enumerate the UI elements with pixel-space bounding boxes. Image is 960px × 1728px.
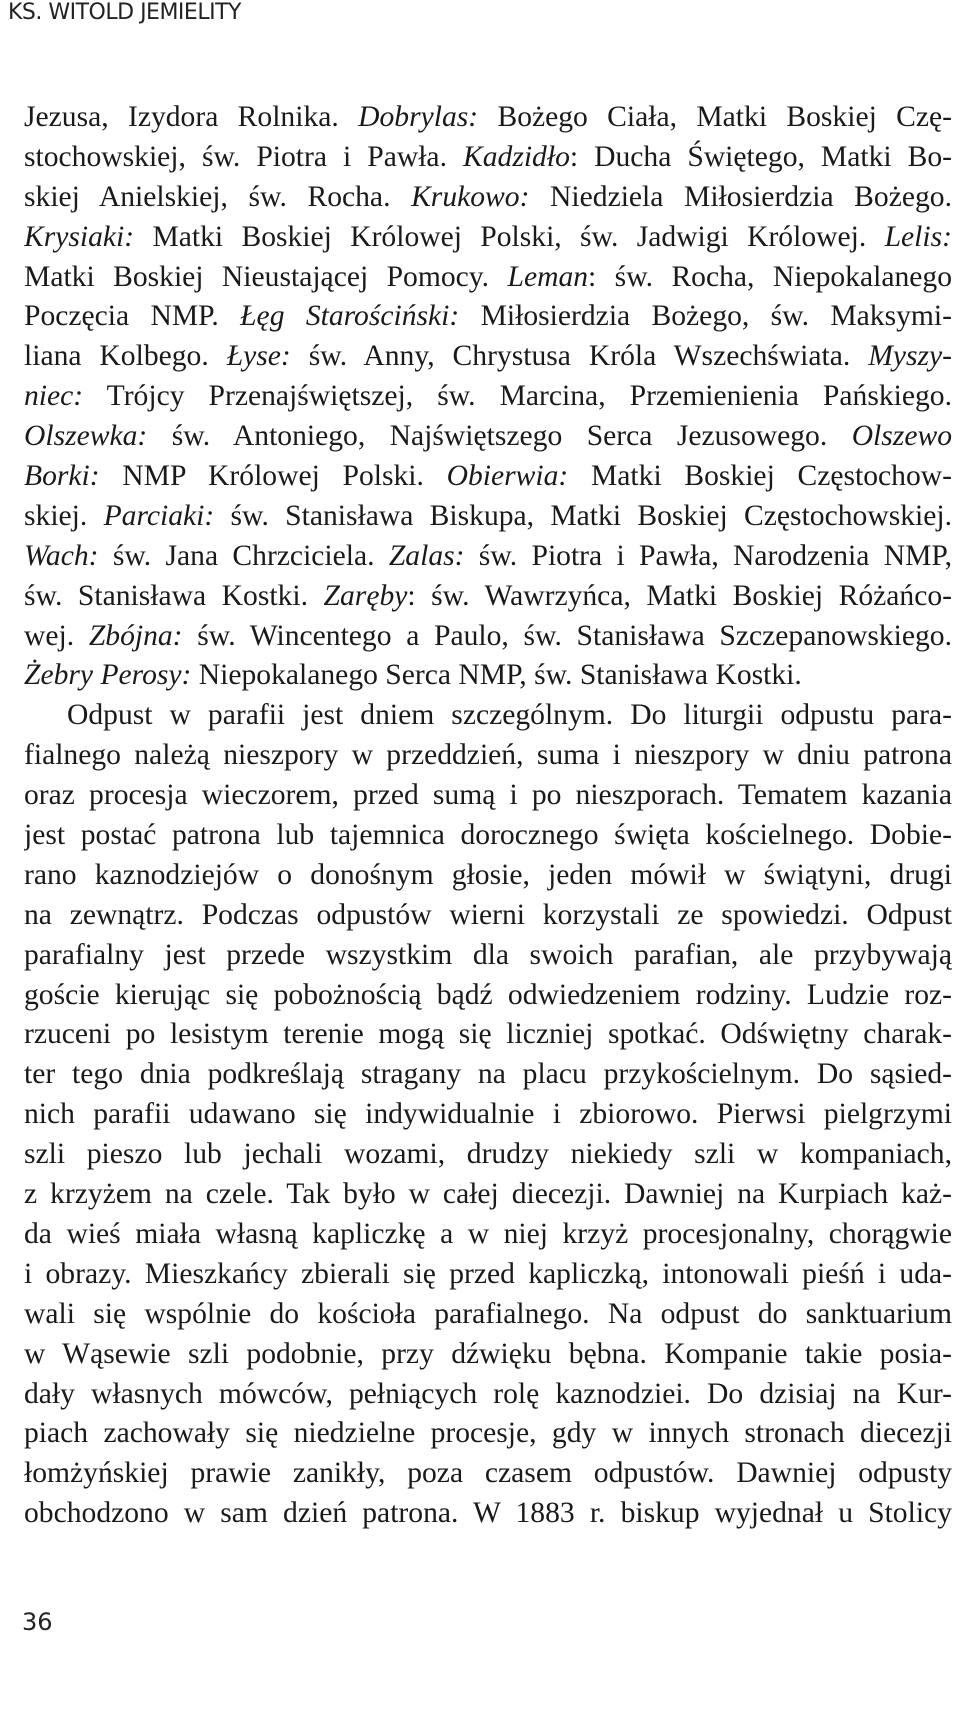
text-segment: Matki Boskiej Nieustającej Pomocy. <box>24 260 508 293</box>
text-segment: św. Stanisława Kostki. <box>24 579 324 612</box>
text-segment: Niedziela Miłosierdzia Bożego. <box>529 180 952 213</box>
text-segment: Bożego Ciała, Matki Boskiej Czę- <box>478 101 952 133</box>
text-line <box>24 1414 952 1454</box>
text-line <box>24 1494 952 1534</box>
text-line <box>24 98 952 138</box>
text-segment: da wieś miała własną kapliczkę a w niej krzyż procesjonalny, chorągwie <box>24 1217 952 1250</box>
place-name: Zaręby <box>323 579 408 612</box>
text-line <box>24 776 952 816</box>
text-segment: i obrazy. Mieszkańcy zbierali się przed kapliczką, intonowali pieśń i uda- <box>24 1257 952 1290</box>
text-segment: św. Wincentego a Paulo, św. Stanisława Szczepanowskiego. <box>182 619 952 652</box>
place-name: Łyse: <box>226 340 291 373</box>
text-line <box>24 138 952 178</box>
text-line <box>24 1015 952 1055</box>
place-name: Wach: <box>24 539 99 572</box>
text-segment: w Wąsewie szli podobnie, przy dźwięku bębna. Kompanie takie posia- <box>24 1337 952 1370</box>
text-segment: obchodzono w sam dzień patrona. W 1883 r. biskup wyjednał u Stolicy <box>24 1497 952 1530</box>
text-segment: stochowskiej, św. Piotra i Pawła. <box>24 140 463 173</box>
text-line <box>24 258 952 298</box>
text-line <box>24 1454 952 1494</box>
text-segment: : św. Rocha, Niepokalanego <box>588 260 952 293</box>
text-segment: Miłosierdzia Bożego, św. Maksymi- <box>459 300 952 333</box>
place-name: Olszewka: <box>24 420 148 453</box>
text-line <box>24 497 952 537</box>
text-segment: oraz procesja wieczorem, przed sumą i po nieszporach. Tematem kazania <box>24 779 952 812</box>
text-segment: Matki Boskiej Królowej Polski, św. Jadwigi Królowej. <box>134 220 885 253</box>
text-segment: wali się wspólnie do kościoła parafialnego. Na odpust do sanktuarium <box>24 1297 952 1330</box>
text-line <box>24 936 952 976</box>
text-line <box>24 656 952 696</box>
text-segment: na zewnątrz. Podczas odpustów wierni korzystali ze spowiedzi. Odpust <box>24 898 952 931</box>
place-name: Dobrylas: <box>358 101 479 133</box>
text-segment: Niepokalanego Serca NMP, św. Stanisława Kostki. <box>191 659 802 692</box>
text-segment: liana Kolbego. <box>24 340 227 373</box>
text-segment: Matki Boskiej Częstochow- <box>568 460 952 493</box>
text-line <box>24 537 952 577</box>
text-segment: Poczęcia NMP. <box>24 300 241 333</box>
place-name: Zalas: <box>388 539 465 572</box>
place-name: niec: <box>24 380 84 413</box>
text-segment: goście kierując się pobożnością bądź odwiedzeniem rodziny. Ludzie roz- <box>24 978 952 1011</box>
text-line <box>24 1335 952 1375</box>
text-segment: Trójcy Przenajświętszej, św. Marcina, Przemienienia Pańskiego. <box>83 380 952 413</box>
text-segment: jest postać patrona lub tajemnica dorocznego święta kościelnego. Dobie- <box>24 819 952 852</box>
place-name: Krukowo: <box>411 180 530 213</box>
text-line <box>24 377 952 417</box>
text-segment: skiej Anielskiej, św. Rocha. <box>24 180 412 213</box>
text-segment: rano kaznodziejów o donośnym głosie, jeden mówił w świątyni, drugi <box>24 858 952 891</box>
place-name: Krysiaki: <box>24 220 135 253</box>
text-segment: : Ducha Świętego, Matki Bo- <box>569 140 952 173</box>
place-name: Borki: <box>24 460 100 493</box>
text-line <box>24 1375 952 1415</box>
text-line <box>24 816 952 856</box>
text-line <box>24 178 952 218</box>
place-name: Myszy- <box>868 340 952 373</box>
place-name: Łęg Starościński: <box>240 300 460 333</box>
text-segment: szli pieszo lub jechali wozami, drudzy niekiedy szli w kompaniach, <box>24 1138 952 1171</box>
text-line <box>24 1095 952 1135</box>
text-line <box>24 1175 952 1215</box>
text-line <box>24 337 952 377</box>
body-text <box>24 98 952 1534</box>
text-line <box>24 218 952 258</box>
text-segment: św. Antoniego, Najświętszego Serca Jezusowego. <box>147 420 852 453</box>
text-line <box>24 1055 952 1095</box>
place-name: Leman <box>507 260 589 293</box>
text-segment: fialnego należą nieszpory w przeddzień, suma i nieszpory w dniu patrona <box>24 739 952 772</box>
text-segment: nich parafii udawano się indywidualnie i zbiorowo. Pierwsi pielgrzymi <box>24 1098 952 1131</box>
text-segment: NMP Królowej Polski. <box>99 460 447 493</box>
text-line <box>24 856 952 896</box>
text-line <box>24 896 952 936</box>
text-segment: parafialny jest przede wszystkim dla swoich parafian, ale przybywają <box>24 938 952 971</box>
text-segment: św. Stanisława Biskupa, Matki Boskiej Częstochowskiej. <box>214 499 952 532</box>
place-name: Parciaki: <box>103 499 215 532</box>
place-name: Żebry Perosy: <box>24 659 192 692</box>
place-name: Olszewo <box>851 420 952 453</box>
text-line <box>24 736 952 776</box>
text-line <box>24 617 952 657</box>
text-segment: św. Anny, Chrystusa Króla Wszechświata. <box>290 340 869 373</box>
text-line <box>24 1135 952 1175</box>
text-segment: ter tego dnia podkreślają stragany na placu przykościelnym. Do sąsied- <box>24 1058 952 1091</box>
text-segment: skiej. <box>24 499 104 532</box>
text-segment: dały własnych mówców, pełniących rolę kaznodziei. Do dzisiaj na Kur- <box>24 1377 952 1410</box>
place-name: Lelis: <box>884 220 952 253</box>
text-segment: łomżyńskiej prawie zanikły, poza czasem odpustów. Dawniej odpusty <box>24 1457 952 1490</box>
text-segment: wej. <box>24 619 89 652</box>
running-head: KS. WITOLD JEMIELITY <box>8 0 241 25</box>
text-line <box>24 457 952 497</box>
text-segment: Jezusa, Izydora Rolnika. <box>24 101 359 133</box>
text-line <box>24 696 952 736</box>
text-line <box>24 976 952 1016</box>
text-segment: z krzyżem na czele. Tak było w całej diecezji. Dawniej na Kurpiach każ- <box>24 1178 952 1211</box>
text-line <box>24 1295 952 1335</box>
page-number: 36 <box>22 1608 53 1636</box>
text-line <box>24 577 952 617</box>
text-segment: : św. Wawrzyńca, Matki Boskiej Różańco- <box>407 579 952 612</box>
text-segment: Odpust w parafii jest dniem szczególnym. Do liturgii odpustu para- <box>67 699 952 732</box>
place-name: Obierwia: <box>446 460 569 493</box>
text-segment: piach zachowały się niedzielne procesje, gdy w innych stronach diecezji <box>24 1417 952 1450</box>
text-line <box>24 417 952 457</box>
text-segment: św. Piotra i Pawła, Narodzenia NMP, <box>464 539 952 572</box>
text-segment: rzuceni po lesistym terenie mogą się liczniej spotkać. Odświętny charak- <box>24 1018 952 1051</box>
text-segment: św. Jana Chrzciciela. <box>98 539 389 572</box>
text-line <box>24 1215 952 1255</box>
place-name: Kadzidło <box>462 140 570 173</box>
place-name: Zbójna: <box>88 619 183 652</box>
text-line <box>24 297 952 337</box>
text-line <box>24 1255 952 1295</box>
